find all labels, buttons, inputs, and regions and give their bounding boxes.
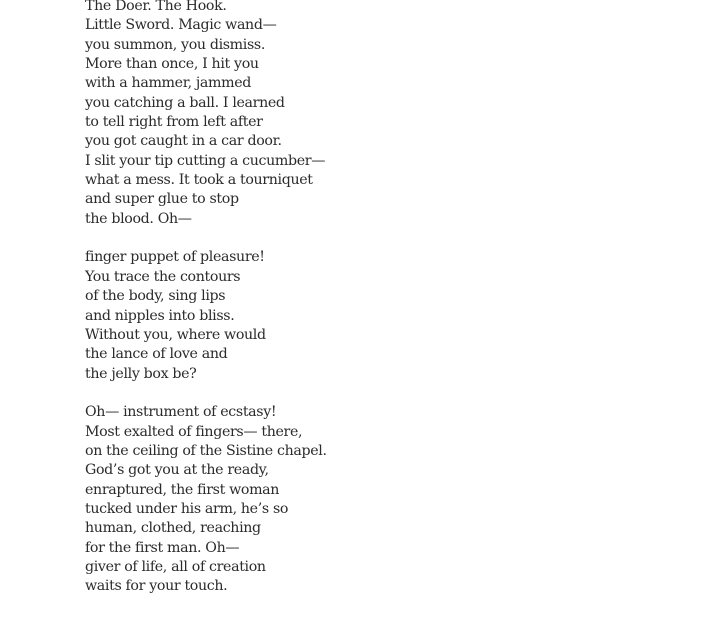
poem-line: human, clothed, reaching — [85, 520, 261, 537]
poem-line: Most exalted of fingers— there, — [85, 423, 303, 440]
poem-line: The Doer. The Hook. — [85, 0, 227, 14]
poem-line: what a mess. It took a tourniquet — [85, 172, 313, 189]
stanza-1 — [85, 0, 327, 229]
poem-line: Little Sword. Magic wand— — [85, 17, 277, 34]
poem-body — [85, 0, 327, 597]
stanza-3 — [85, 403, 327, 596]
poem-line: to tell right from left after — [85, 114, 263, 131]
poem-line: on the ceiling of the Sistine chapel. — [85, 442, 327, 459]
poem-line: Oh— instrument of ecstasy! — [85, 404, 277, 421]
poem-line: the blood. Oh— — [85, 210, 192, 227]
poem-line: with a hammer, jammed — [85, 75, 252, 92]
poem-line: of the body, sing lips — [85, 288, 226, 305]
poem-line: enraptured, the first woman — [85, 481, 280, 498]
poem-line: the jelly box be? — [85, 365, 197, 382]
poem-line: you summon, you dismiss. — [85, 36, 265, 53]
poem-line: waits for your touch. — [85, 578, 228, 595]
stanza-2 — [85, 248, 327, 383]
poem-line: you catching a ball. I learned — [85, 94, 285, 111]
poem-line: finger puppet of pleasure! — [85, 249, 265, 266]
poem-line: the lance of love and — [85, 346, 228, 363]
poem-line: You trace the contours — [85, 268, 241, 285]
poem-line: Without you, where would — [85, 326, 266, 343]
poem-line: you got caught in a car door. — [85, 133, 282, 150]
poem-line: giver of life, all of creation — [85, 558, 266, 575]
poem-line: and nipples into bliss. — [85, 307, 235, 324]
poem-line: I slit your tip cutting a cucumber— — [85, 152, 326, 169]
poem-line: More than once, I hit you — [85, 56, 259, 73]
poem-line: God’s got you at the ready, — [85, 462, 269, 479]
poem-line: and super glue to stop — [85, 191, 239, 208]
poem-line: for the first man. Oh— — [85, 539, 240, 556]
poem-line: tucked under his arm, he’s so — [85, 500, 289, 517]
